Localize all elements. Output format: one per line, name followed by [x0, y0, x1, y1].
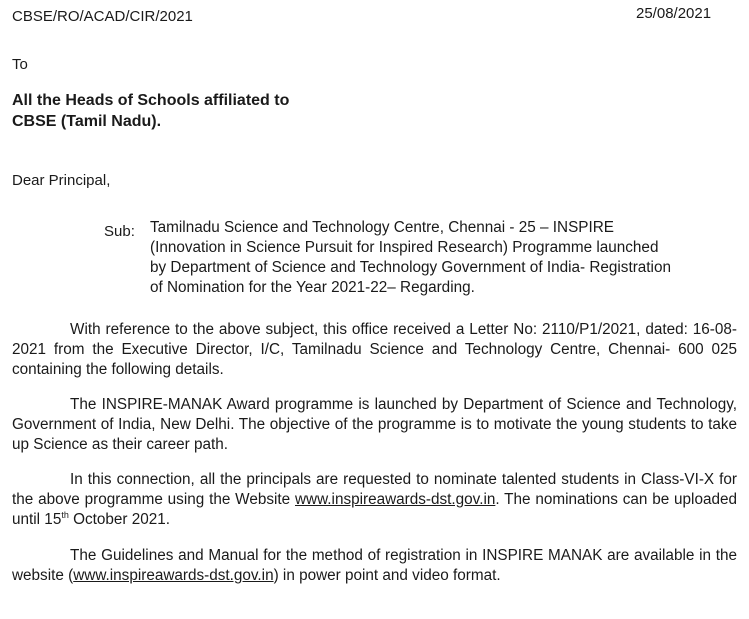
- guidelines-website-link[interactable]: www.inspireawards-dst.gov.in: [73, 567, 274, 584]
- addressee-line-2: CBSE (Tamil Nadu).: [12, 113, 162, 130]
- subject-line-4: of Nomination for the Year 2021-22– Regarding.: [150, 279, 475, 296]
- paragraph-guidelines: [12, 546, 737, 586]
- guidelines-text: The Guidelines and Manual for the method of registration in INSPIRE MANAK are available in the website (: [12, 547, 737, 584]
- paragraph-programme-objective: The INSPIRE-MANAK Award programme is launched by Department of Science and Technology, Government of India, New Delhi. The objective of the programme is to motivate the young students to take up Science as their career path.: [12, 396, 737, 453]
- salutation: Dear Principal,: [12, 172, 111, 189]
- letter-date: 25/08/2021: [636, 5, 712, 22]
- addressee: [12, 90, 289, 132]
- ordinal-suffix: th: [61, 509, 69, 520]
- subject-line-3: by Department of Science and Technology Government of India- Registration: [150, 259, 671, 276]
- to-label: To: [12, 56, 28, 73]
- guidelines-format-text: ) in power point and video format.: [273, 567, 501, 584]
- nomination-deadline-text: . The nominations can be uploaded until 15: [12, 491, 737, 528]
- subject-line-1: Tamilnadu Science and Technology Centre, Chennai - 25 – INSPIRE: [150, 219, 614, 236]
- subject-text: [150, 218, 730, 298]
- subject-label: Sub:: [104, 223, 135, 240]
- paragraph-reference-letter: With reference to the above subject, this office received a Letter No: 2110/P1/2021, dated: 16-08-2021 from the Executive Director, I/C, Tamilnadu Science and Technology Centre, Chennai- 600 025 containing the following details.: [12, 321, 737, 378]
- reference-number: CBSE/RO/ACAD/CIR/2021: [12, 8, 193, 25]
- inspire-website-link[interactable]: www.inspireawards-dst.gov.in: [295, 491, 496, 508]
- subject-line-2: (Innovation in Science Pursuit for Inspired Research) Programme launched: [150, 239, 659, 256]
- deadline-month-year: October 2021.: [68, 511, 171, 528]
- paragraph-nomination-request: [12, 470, 737, 530]
- nomination-text: In this connection, all the principals are requested to nominate talented students in Class-VI-X for the above programme using the Website: [12, 471, 737, 508]
- addressee-line-1: All the Heads of Schools affiliated to: [12, 92, 290, 109]
